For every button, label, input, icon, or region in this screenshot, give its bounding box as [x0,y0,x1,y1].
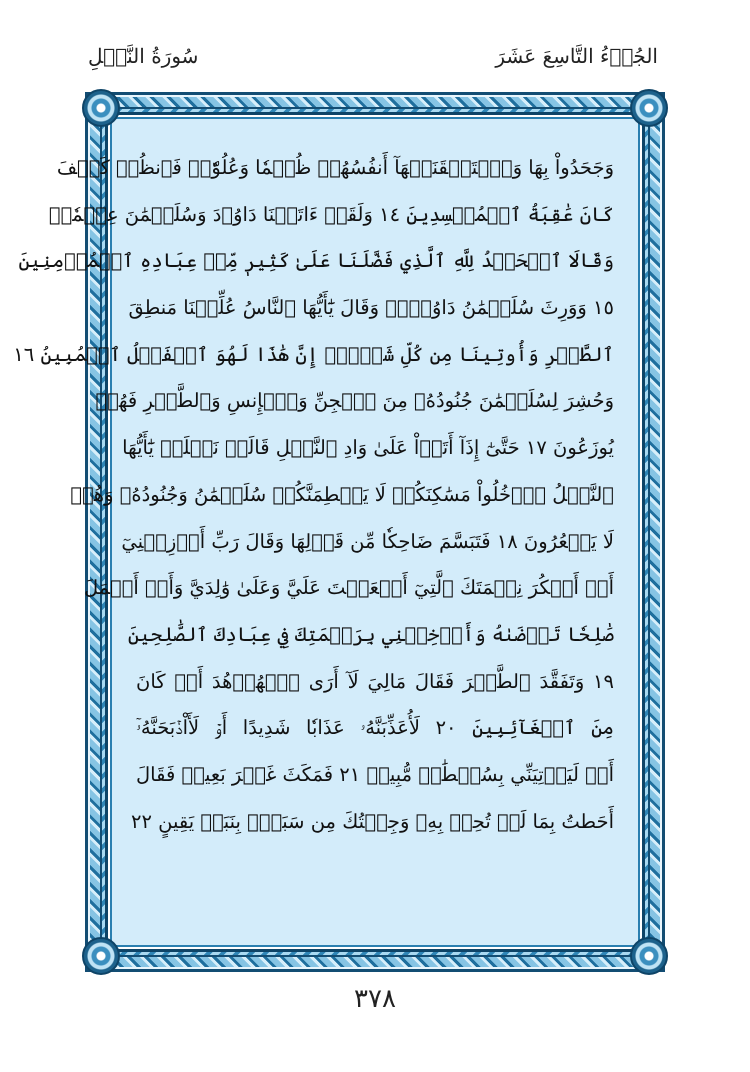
text-line: ٱلطَّيۡرِ وَأُوتِينَا مِن كُلِّ شَيۡءٍۖ إِنَّ هَٰذَا لَهُوَ ٱلۡفَضۡلُ ٱلۡمُبِينُ ١٦ [13,342,614,366]
text-line: ٱلنَّمۡلُ ٱدۡخُلُواْ مَسَٰكِنَكُمۡ لَا يَحۡطِمَنَّكُمۡ سُلَيۡمَٰنُ وَجُنُودُهُۥ وَهُمۡ [70,482,614,506]
juz-title: الجُزۡءُ التَّاسِعَ عَشَرَ [495,44,658,68]
text-line: مِنَ ٱلۡغَآئِبِينَ ٢٠ لَأُعَذِّبَنَّهُۥ عَذَابٗا شَدِيدًا أَوۡ لَأَاْذۡبَحَنَّهُۥٓ [136,716,614,740]
text-line: أَنۡ أَشۡكُرَ نِعۡمَتَكَ ٱلَّتِيٓ أَنۡعَمۡتَ عَلَيَّ وَعَلَىٰ وَٰلِدَيَّ وَأَنۡ أَعۡمَلَ [83,576,614,600]
text-line: كَانَ عَٰقِبَةُ ٱلۡمُفۡسِدِينَ ١٤ وَلَقَدۡ ءَاتَيۡنَا دَاوُۥدَ وَسُلَيۡمَٰنَ عِلۡمٗاۖ [48,202,614,226]
text-line: وَقَالَا ٱلۡحَمۡدُ لِلَّهِ ٱلَّذِي فَضَّلَنَا عَلَىٰ كَثِيرٖ مِّنۡ عِبَادِهِ ٱلۡمُؤۡمِنِينَ [18,249,614,273]
text-panel [13,112,645,952]
text-line: يُوزَعُونَ ١٧ حَتَّىٰٓ إِذَآ أَتَوۡاْ عَلَىٰ وَادِ ٱلنَّمۡلِ قَالَتۡ نَمۡلَةٞ يَٰٓأَيُّهَا [122,436,614,460]
quran-text-block [13,145,614,919]
text-line: صَٰلِحٗا تَرۡضَىٰهُ وَأَدۡخِلۡنِي بِرَحۡمَتِكَ فِي عِبَادِكَ ٱلصَّٰلِحِينَ [127,622,614,646]
text-line: أَوۡ لَيَأۡتِيَنِّي بِسُلۡطَٰنٖ مُّبِينٖ ٢١ فَمَكَثَ غَيۡرَ بَعِيدٖ فَقَالَ [136,762,614,786]
text-line: وَجَحَدُواْ بِهَا وَٱسۡتَيۡقَنَتۡهَآ أَنفُسُهُمۡ ظُلۡمٗا وَعُلُوّٗاۚ فَٱنظُرۡ كَيۡفَ [56,156,614,179]
text-line: وَحُشِرَ لِسُلَيۡمَٰنَ جُنُودُهُۥ مِنَ ٱلۡجِنِّ وَٱلۡإِنسِ وَٱلطَّيۡرِ فَهُمۡ [95,389,614,413]
corner-rosette-icon [630,937,668,975]
text-line: ١٩ وَتَفَقَّدَ ٱلطَّيۡرَ فَقَالَ مَالِيَ لَآ أَرَى ٱلۡهُدۡهُدَ أَمۡ كَانَ [136,669,614,693]
text-line: أَحَطتُ بِمَا لَمۡ تُحِطۡ بِهِۦ وَجِئۡتُكَ مِن سَبَإِۭ بِنَبَإٖ يَقِينٍ ٢٢ [131,809,614,833]
corner-rosette-icon [630,89,668,127]
page-number: ٣٧٨ [354,984,396,1014]
ornamental-frame [13,92,665,972]
corner-rosette-icon [82,937,120,975]
text-line: ١٥ وَوَرِثَ سُلَيۡمَٰنُ دَاوُۥدَۖ وَقَالَ يَٰٓأَيُّهَا ٱلنَّاسُ عُلِّمۡنَا مَنطِقَ [128,296,614,320]
corner-rosette-icon [82,89,120,127]
surah-title: سُورَةُ النَّمۡلِ [88,44,199,68]
text-line: لَا يَشۡعُرُونَ ١٨ فَتَبَسَّمَ ضَاحِكٗا مِّن قَوۡلِهَا وَقَالَ رَبِّ أَوۡزِعۡنِيٓ [121,529,614,553]
